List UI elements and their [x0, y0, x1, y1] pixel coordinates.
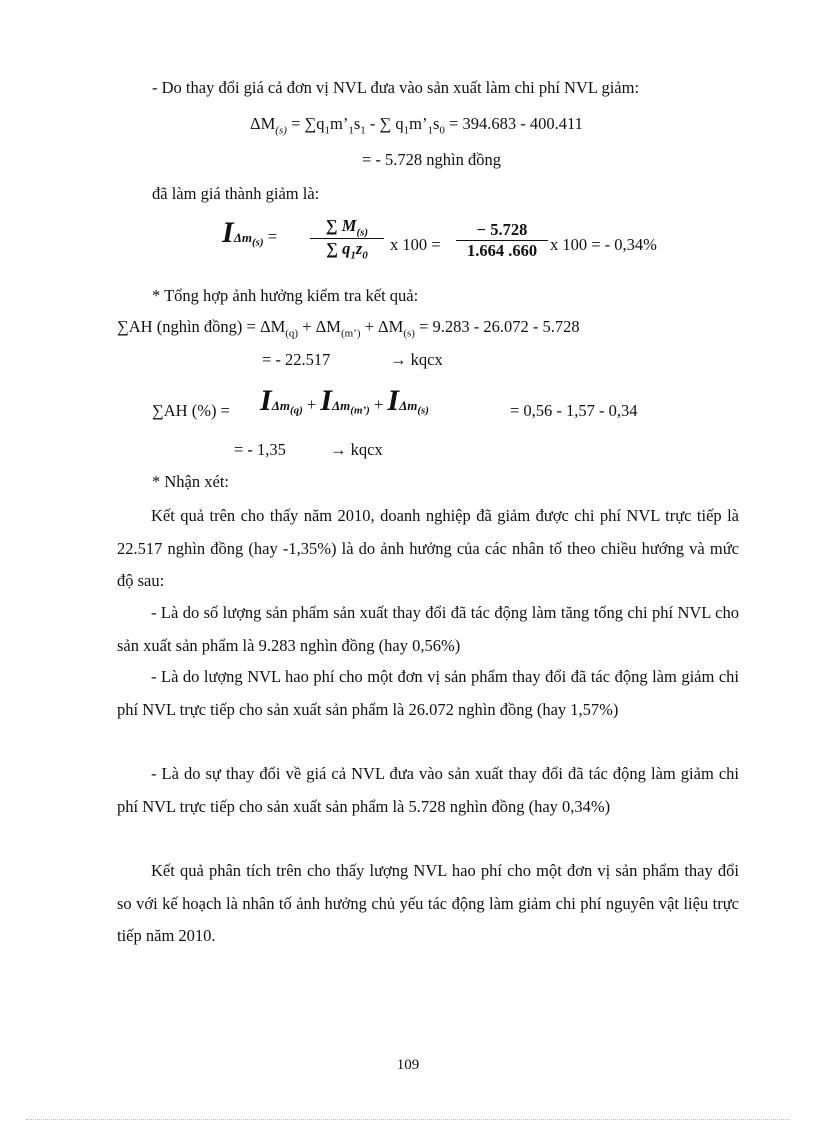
sum-ah-thousand: ∑AH (nghìn đồng) = $\Delta M_{(q)} + \Delta M_{(m’)} + \Delta M_{(s)} = 9.283 - 26.072 - 5.728$: [117, 317, 580, 340]
sum-ah-thousand-result: = - 22.517: [262, 350, 331, 369]
paragraph-4: - Là do sự thay đổi về giá cả NVL đưa vào sản xuất thay đổi đã tác động làm giảm chi phí NVL trực tiếp cho sản xuất sản phẩm là 5.728 nghìn đồng (hay 0,34%): [117, 764, 739, 816]
paragraph-3: - Là do lượng NVL hao phí cho một đơn vị sản phẩm thay đổi đã tác động làm giảm chi phí NVL trực tiếp cho sản xuất sản phẩm là 26.072 nghìn đồng (hay 1,57%): [117, 667, 739, 719]
sum-ah-percent-values: = 0,56 - 1,57 - 0,34: [510, 401, 638, 420]
fraction-ms-over-qz: ∑ $M_{(s)}$ ∑ $q_1z_0$: [310, 216, 384, 262]
nhan-xet-heading: * Nhận xét:: [152, 472, 229, 491]
mult-100: x 100 =: [390, 235, 441, 254]
kqcx-label-1: → kqcx: [390, 350, 443, 369]
footer-dotted-rule: [26, 1119, 790, 1120]
line-tong-hop: * Tổng hợp ảnh hưởng kiểm tra kết quả:: [152, 286, 419, 305]
equation-delta-ms: $\Delta M_{(s)}$ = $\sum q_1m’_1s_1$ - ∑ $q_1m’_1s_0 = 394.683 - 400.411$: [250, 114, 583, 137]
line-gia-thanh: đã làm giá thành giảm là:: [152, 184, 320, 203]
equation-delta-ms-result: = - 5.728 nghìn đồng: [362, 150, 502, 169]
kqcx-label-2: → kqcx: [330, 440, 383, 459]
result-percent: x 100 = - 0,34%: [550, 235, 657, 254]
line-price-change: - Do thay đổi giá cả đơn vị NVL đưa vào sản xuất làm chi phí NVL giảm:: [152, 78, 640, 97]
paragraph-5: Kết quả phân tích trên cho thấy lượng NVL hao phí cho một đơn vị sản phẩm thay đổi so với kế hoạch là nhân tố ảnh hưởng chủ yếu tác động làm giảm chi phí nguyên vật liệu trực tiếp năm 2010.: [117, 861, 739, 945]
sum-ah-percent-label: ∑AH (%) =: [152, 401, 230, 420]
index-delta-ms: IΔm$_{(s)}$ =: [222, 216, 277, 249]
paragraph-1: Kết quả trên cho thấy năm 2010, doanh nghiệp đã giảm được chi phí NVL trực tiếp là 22.517 nghìn đồng (hay -1,35%) là do ảnh hưởng của các nhân tố theo chiều hướng và mức độ sau:: [117, 506, 739, 590]
page-number: 109: [396, 1057, 420, 1073]
sum-ah-percent-indices: IΔm$_{(q)}$ + IΔm$_{(m’)}$ + IΔm$_{(s)}$: [260, 384, 429, 417]
paragraph-2: - Là do số lượng sản phẩm sản xuất thay đổi đã tác động làm tăng tổng chi phí NVL cho sản xuất sản phẩm là 9.283 nghìn đồng (hay 0,56%): [117, 603, 739, 655]
fraction-5728: − 5.728 1.664 .660: [456, 220, 548, 261]
sum-ah-percent-result: = - 1,35: [234, 440, 286, 459]
